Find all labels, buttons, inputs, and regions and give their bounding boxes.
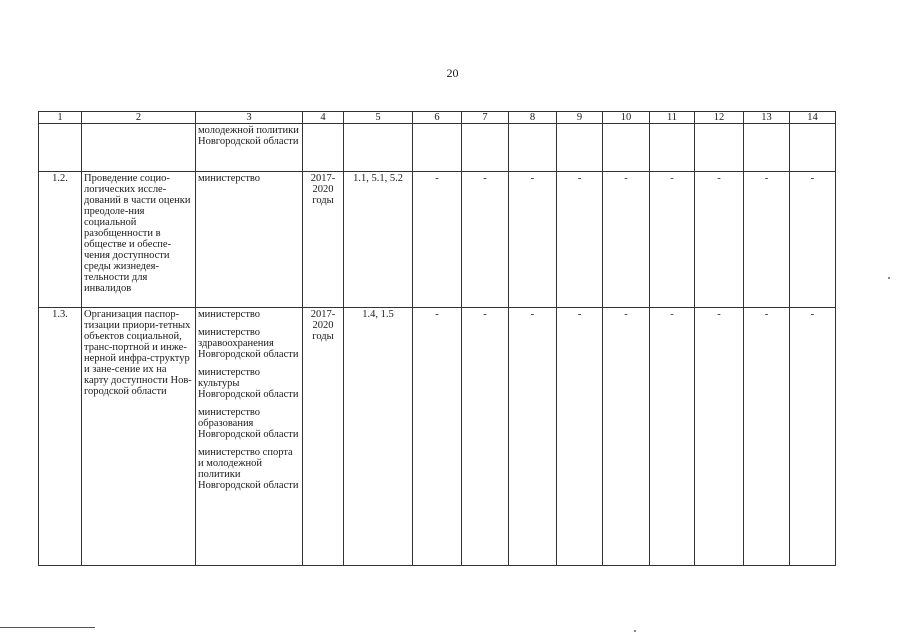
targets-cell: 1.1, 5.1, 5.2 — [344, 172, 413, 308]
value-cell: - — [509, 308, 557, 566]
header-cell: 1 — [39, 112, 82, 124]
program-table — [38, 111, 836, 566]
header-cell: 14 — [790, 112, 836, 124]
table-row — [39, 172, 836, 308]
header-cell: 9 — [557, 112, 603, 124]
value-cell: - — [744, 308, 790, 566]
header-cell: 7 — [462, 112, 509, 124]
header-cell: 10 — [603, 112, 650, 124]
value-cell: - — [650, 172, 695, 308]
executor-cell — [196, 308, 303, 566]
scan-speck — [888, 277, 890, 279]
executor-cell: министерство — [196, 172, 303, 308]
period-cell: 2017-2020 годы — [303, 308, 344, 566]
executor-name: министерство здравоохранения Новгородской области — [198, 327, 299, 360]
row-number: 1.3. — [39, 308, 82, 566]
value-cell: - — [557, 308, 603, 566]
table-row-continuation — [39, 124, 836, 172]
value-cell: - — [462, 308, 509, 566]
scan-speck — [634, 630, 636, 632]
value-cell: - — [695, 308, 744, 566]
executor-name: министерство — [198, 309, 261, 320]
value-cell: - — [603, 308, 650, 566]
table-row — [39, 308, 836, 566]
header-cell: 5 — [344, 112, 413, 124]
value-cell: - — [744, 172, 790, 308]
period-cell: 2017-2020 годы — [303, 172, 344, 308]
value-cell: - — [695, 172, 744, 308]
value-cell: - — [650, 308, 695, 566]
page-number: 20 — [446, 66, 459, 80]
header-cell: 11 — [650, 112, 695, 124]
header-cell: 3 — [196, 112, 303, 124]
value-cell: - — [790, 172, 836, 308]
header-cell: 2 — [82, 112, 196, 124]
value-cell: - — [462, 172, 509, 308]
activity-title: Проведение социо-логических иссле-дований в части оценки преодоле-ния социальной разобщенности в обществе и обеспе-чения доступности среды жизнедея-тельности для инвалидов — [82, 172, 196, 308]
header-cell: 8 — [509, 112, 557, 124]
value-cell: - — [557, 172, 603, 308]
executor-name: министерство культуры Новгородской области — [198, 367, 299, 400]
header-cell: 12 — [695, 112, 744, 124]
value-cell: - — [413, 172, 462, 308]
value-cell: - — [603, 172, 650, 308]
value-cell: - — [509, 172, 557, 308]
row-number: 1.2. — [39, 172, 82, 308]
value-cell: - — [413, 308, 462, 566]
activity-title: Организация паспор-тизации приори-тетных объектов социальной, транс-портной и инже-нерной инфра-структур и зане-сение их на карту доступности Нов-городской области — [82, 308, 196, 566]
table-header-row — [39, 112, 836, 124]
targets-cell: 1.4, 1.5 — [344, 308, 413, 566]
footer-rule — [0, 627, 95, 628]
header-cell: 4 — [303, 112, 344, 124]
executor-name: министерство спорта и молодежной политики Новгородской области — [198, 447, 299, 491]
value-cell: - — [790, 308, 836, 566]
executor-cell: молодежной политики Новгородской области — [196, 124, 303, 172]
header-cell: 13 — [744, 112, 790, 124]
header-cell: 6 — [413, 112, 462, 124]
executor-name: министерство образования Новгородской области — [198, 407, 299, 440]
